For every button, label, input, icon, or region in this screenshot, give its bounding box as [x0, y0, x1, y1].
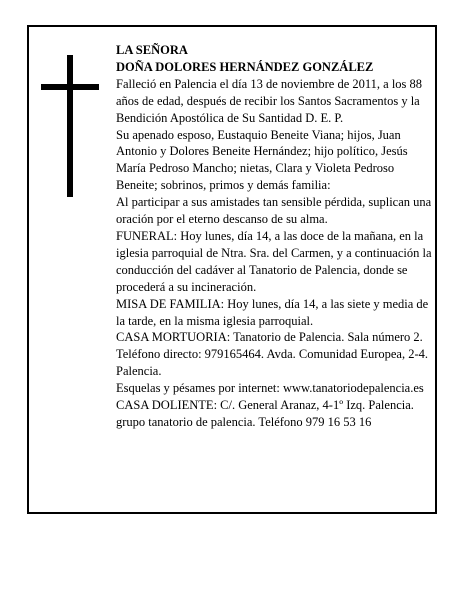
- prayer-request: Al participar a sus amistades tan sensible pérdida, suplican una oración por el eterno descanso de su alma.: [116, 195, 432, 227]
- cross-vertical-bar: [67, 55, 73, 197]
- funeral-home-contact: grupo tanatorio de palencia. Teléfono 979 16 53 16: [116, 414, 372, 429]
- notice-text: [116, 42, 434, 431]
- obituary-notice: [27, 25, 437, 514]
- funeral-info: FUNERAL: Hoy lunes, día 14, a las doce de la mañana, en la iglesia parroquial de Ntra. Sra. del Carmen, y a continuación la conducción del cadáver al Tanatorio de Palencia, donde se procederá a su incineración.: [116, 228, 432, 294]
- death-announcement: Falleció en Palencia el día 13 de noviembre de 2011, a los 88 años de edad, después de recibir los Santos Sacramentos y la Bendición Apostólica de Su Santidad D. E. P.: [116, 76, 423, 125]
- notice-title: LA SEÑORA: [116, 43, 188, 57]
- family-list: Su apenado esposo, Eustaquio Beneite Viana; hijos, Juan Antonio y Dolores Beneite Hernández; hijo político, Jesús María Pedroso Mancho; nietas, Clara y Violeta Pedroso Beneite; sobrinos, primos y demás familia:: [116, 127, 408, 193]
- mortuary-info: CASA MORTUORIA: Tanatorio de Palencia. Sala número 2. Teléfono directo: 979165464. Avda. Comunidad Europea, 2-4. Palencia.: [116, 330, 429, 379]
- cross-horizontal-bar: [41, 84, 99, 90]
- deceased-name: DOÑA DOLORES HERNÁNDEZ GONZÁLEZ: [116, 59, 374, 74]
- cross-icon: [41, 55, 99, 197]
- internet-condolences: Esquelas y pésames por internet: www.tanatoriodepalencia.es: [116, 381, 424, 396]
- family-mass-info: MISA DE FAMILIA: Hoy lunes, día 14, a las siete y media de la tarde, en la misma iglesia parroquial.: [116, 296, 429, 328]
- grieving-home-info: CASA DOLIENTE: C/. General Aranaz, 4-1º Izq. Palencia.: [116, 398, 414, 413]
